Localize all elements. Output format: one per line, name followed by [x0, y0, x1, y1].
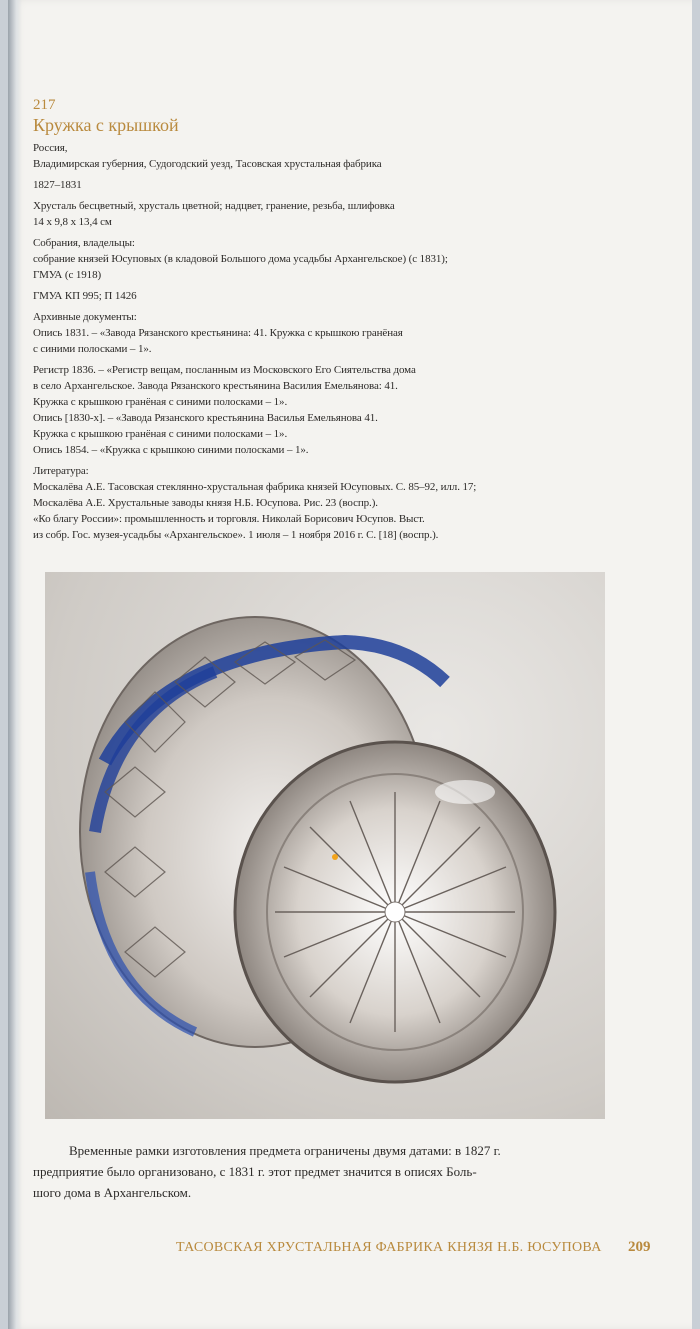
archive-line: Регистр 1836. – «Регистр вещам, посланным из Московского Его Сиятельства дома [33, 364, 416, 376]
archive-line: Опись 1854. – «Кружка с крышкою синими полосками – 1». [33, 444, 309, 456]
caption-line: предприятие было организовано, с 1831 г. этот предмет значится в описях Боль- [33, 1164, 477, 1179]
archive-line: Кружка с крышкою гранёная с синими полосками – 1». [33, 396, 288, 408]
photo-caption [33, 1140, 633, 1203]
entry-number: 217 [33, 97, 56, 113]
inventory-number: ГМУА КП 995; П 1426 [33, 290, 137, 302]
literature-line: «Ко благу России»: промышленность и торговля. Николай Борисович Юсупов. Выст. [33, 513, 425, 525]
caption-line: Временные рамки изготовления предмета ограничены двумя датами: в 1827 г. [69, 1143, 501, 1158]
literature-label: Литература: [33, 465, 89, 477]
literature-line: из собр. Гос. музея-усадьбы «Архангельское». 1 июля – 1 ноября 2016 г. С. [18] (воспр.). [33, 529, 439, 541]
caption-line: шого дома в Архангельском. [33, 1185, 192, 1200]
archive-line: Опись [1830-х]. – «Завода Рязанского крестьянина Василья Емельянова 41. [33, 412, 378, 424]
collections-line: собрание князей Юсуповых (в кладовой Большого дома усадьбы Архангельское) (с 1831); [33, 253, 448, 265]
running-title: ТАСОВСКАЯ ХРУСТАЛЬНАЯ ФАБРИКА КНЯЗЯ Н.Б. ЮСУПОВА [176, 1240, 602, 1255]
crystal-tankard-photo [45, 572, 605, 1119]
origin-place: Владимирская губерния, Судогодский уезд, Тасовская хрустальная фабрика [33, 158, 382, 170]
archive-line: Опись 1831. – «Завода Рязанского крестьянина: 41. Кружка с крышкою гранёная [33, 327, 403, 339]
entry-dimensions: 14 х 9,8 х 13,4 см [33, 216, 112, 228]
archive-line: в село Архангельское. Завода Рязанского крестьянина Василия Емельянова: 41. [33, 380, 398, 392]
book-page [8, 0, 692, 1329]
page-number: 209 [628, 1239, 651, 1255]
entry-dates: 1827–1831 [33, 179, 82, 191]
collections-label: Собрания, владельцы: [33, 237, 135, 249]
catalog-entry [33, 96, 593, 543]
archive-line: Кружка с крышкою гранёная с синими полосками – 1». [33, 428, 288, 440]
entry-title: Кружка с крышкой [33, 115, 179, 135]
literature-line: Москалёва А.Е. Хрустальные заводы князя Н.Б. Юсупова. Рис. 23 (воспр.). [33, 497, 378, 509]
archive-line: с синими полосками – 1». [33, 343, 152, 355]
collections-line: ГМУА (с 1918) [33, 269, 102, 281]
page-gutter-shadow [8, 0, 22, 1329]
tankard-illustration [45, 572, 605, 1119]
entry-material: Хрусталь бесцветный, хрусталь цветной; надцвет, гранение, резьба, шлифовка [33, 200, 395, 212]
literature-line: Москалёва А.Е. Тасовская стеклянно-хрустальная фабрика князей Юсуповых. С. 85–92, илл. 17; [33, 481, 477, 493]
origin-country: Россия, [33, 142, 68, 154]
archive-label: Архивные документы: [33, 311, 137, 323]
